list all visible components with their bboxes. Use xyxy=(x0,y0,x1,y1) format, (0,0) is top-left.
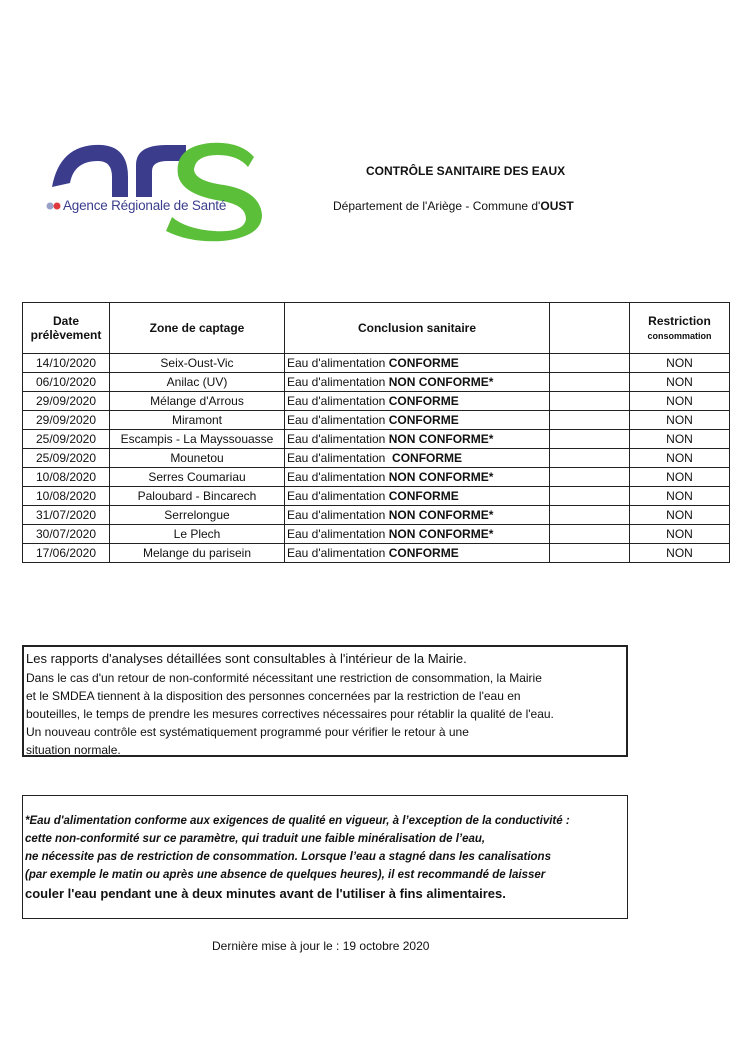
cell-zone: Miramont xyxy=(110,411,285,430)
cell-empty xyxy=(550,449,630,468)
cell-zone: Mélange d'Arrous xyxy=(110,392,285,411)
logo-letter-a xyxy=(52,145,128,197)
table-row xyxy=(23,354,730,373)
cell-empty xyxy=(550,544,630,563)
conclusion-status: CONFORME xyxy=(388,413,459,427)
header-empty xyxy=(550,303,630,354)
conclusion-status: NON CONFORME* xyxy=(388,470,494,484)
conclusion-prefix: Eau d'alimentation xyxy=(287,546,389,560)
cell-restriction: NON xyxy=(630,411,730,430)
note-line: (par exemple le matin ou après une absence de quelques heures), il est recommandé de laisser xyxy=(25,869,546,881)
cell-empty xyxy=(550,468,630,487)
cell-conclusion xyxy=(285,411,550,430)
cell-restriction: NON xyxy=(630,468,730,487)
cell-zone: Serrelongue xyxy=(110,506,285,525)
cell-conclusion xyxy=(285,506,550,525)
cell-restriction: NON xyxy=(630,506,730,525)
cell-conclusion xyxy=(285,468,550,487)
conclusion-prefix: Eau d'alimentation xyxy=(287,527,389,541)
cell-restriction: NON xyxy=(630,373,730,392)
info-line: Un nouveau contrôle est systématiquement programmé pour vérifier le retour à une xyxy=(26,725,469,739)
cell-empty xyxy=(550,411,630,430)
header-restriction: Restriction consommation xyxy=(630,303,730,354)
cell-zone: Anilac (UV) xyxy=(110,373,285,392)
conductivity-note-box xyxy=(22,795,628,919)
table-row xyxy=(23,449,730,468)
conclusion-prefix: Eau d'alimentation xyxy=(287,508,389,522)
cell-zone: Paloubard - Bincarech xyxy=(110,487,285,506)
cell-empty xyxy=(550,487,630,506)
cell-date: 29/09/2020 xyxy=(23,392,110,411)
cell-conclusion xyxy=(285,544,550,563)
cell-empty xyxy=(550,373,630,392)
cell-conclusion xyxy=(285,392,550,411)
cell-restriction: NON xyxy=(630,449,730,468)
subtitle-prefix: Département de l'Ariège - Commune d' xyxy=(333,199,541,213)
info-line: bouteilles, le temps de prendre les mesures correctives nécessaires pour rétablir la qualité de l'eau. xyxy=(26,707,554,721)
conclusion-prefix: Eau d'alimentation xyxy=(287,432,389,446)
conclusion-status: CONFORME xyxy=(388,356,459,370)
info-box xyxy=(22,645,628,757)
cell-zone: Serres Coumariau xyxy=(110,468,285,487)
cell-date: 25/09/2020 xyxy=(23,430,110,449)
cell-zone: Mounetou xyxy=(110,449,285,468)
note-line: *Eau d'alimentation conforme aux exigences de qualité en vigueur, à l’exception de la conductivité : xyxy=(25,815,570,827)
conclusion-prefix: Eau d'alimentation xyxy=(287,451,393,465)
table-header-row xyxy=(23,303,730,354)
table-row xyxy=(23,544,730,563)
logo-agency-name: Agence Régionale de Santé xyxy=(63,198,227,213)
commune-name: OUST xyxy=(540,199,574,213)
cell-date: 10/08/2020 xyxy=(23,487,110,506)
table-row xyxy=(23,373,730,392)
document-title: CONTRÔLE SANITAIRE DES EAUX xyxy=(366,164,566,178)
conclusion-status: CONFORME xyxy=(388,394,459,408)
note-line: cette non-conformité sur ce paramètre, qui traduit une faible minéralisation de l’eau, xyxy=(25,833,486,845)
cell-conclusion xyxy=(285,430,550,449)
table-row xyxy=(23,525,730,544)
info-line: situation normale. xyxy=(26,743,121,757)
note-last-line: couler l'eau pendant une à deux minutes avant de l'utiliser à fins alimentaires. xyxy=(25,886,506,901)
cell-conclusion xyxy=(285,354,550,373)
cell-empty xyxy=(550,506,630,525)
logo-dots-icon xyxy=(46,201,62,211)
cell-restriction: NON xyxy=(630,430,730,449)
info-first-line: Les rapports d'analyses détaillées sont consultables à l'intérieur de la Mairie. xyxy=(26,651,467,666)
table-row xyxy=(23,411,730,430)
conclusion-prefix: Eau d'alimentation xyxy=(287,413,389,427)
cell-empty xyxy=(550,430,630,449)
table-row xyxy=(23,487,730,506)
cell-conclusion xyxy=(285,373,550,392)
header-zone: Zone de captage xyxy=(110,303,285,354)
cell-restriction: NON xyxy=(630,544,730,563)
table-row xyxy=(23,392,730,411)
info-line: et le SMDEA tiennent à la disposition des personnes concernées par la restriction de l'eau en xyxy=(26,689,521,703)
cell-date: 14/10/2020 xyxy=(23,354,110,373)
conclusion-status: CONFORME xyxy=(388,546,459,560)
conclusion-status: NON CONFORME* xyxy=(388,432,494,446)
ars-logo xyxy=(40,135,280,245)
conclusion-prefix: Eau d'alimentation xyxy=(287,489,389,503)
cell-date: 10/08/2020 xyxy=(23,468,110,487)
conclusion-prefix: Eau d'alimentation xyxy=(287,356,389,370)
conclusion-prefix: Eau d'alimentation xyxy=(287,470,389,484)
cell-date: 25/09/2020 xyxy=(23,449,110,468)
conclusion-status: CONFORME xyxy=(388,489,459,503)
cell-date: 31/07/2020 xyxy=(23,506,110,525)
cell-zone: Seix-Oust-Vic xyxy=(110,354,285,373)
cell-date: 30/07/2020 xyxy=(23,525,110,544)
cell-zone: Escampis - La Mayssouasse xyxy=(110,430,285,449)
cell-restriction: NON xyxy=(630,525,730,544)
header-date: Date prélèvement xyxy=(23,303,110,354)
header-conclusion: Conclusion sanitaire xyxy=(285,303,550,354)
cell-empty xyxy=(550,354,630,373)
results-table xyxy=(22,302,730,563)
table-row xyxy=(23,430,730,449)
last-update: Dernière mise à jour le : 19 octobre 2020 xyxy=(212,939,430,953)
conclusion-status: NON CONFORME* xyxy=(388,508,494,522)
conclusion-status: NON CONFORME* xyxy=(388,527,494,541)
cell-conclusion xyxy=(285,525,550,544)
document-subtitle xyxy=(333,199,574,213)
cell-empty xyxy=(550,525,630,544)
cell-conclusion xyxy=(285,487,550,506)
cell-conclusion xyxy=(285,449,550,468)
cell-zone: Melange du parisein xyxy=(110,544,285,563)
cell-restriction: NON xyxy=(630,354,730,373)
cell-restriction: NON xyxy=(630,487,730,506)
info-line: Dans le cas d'un retour de non-conformité nécessitant une restriction de consommation, la Mairie xyxy=(26,671,542,685)
cell-date: 17/06/2020 xyxy=(23,544,110,563)
cell-restriction: NON xyxy=(630,392,730,411)
cell-zone: Le Plech xyxy=(110,525,285,544)
conclusion-prefix: Eau d'alimentation xyxy=(287,394,389,408)
cell-empty xyxy=(550,392,630,411)
table-row xyxy=(23,506,730,525)
note-line: ne nécessite pas de restriction de consommation. Lorsque l’eau a stagné dans les canalisations xyxy=(25,851,551,863)
conclusion-status: NON CONFORME* xyxy=(388,375,494,389)
cell-date: 06/10/2020 xyxy=(23,373,110,392)
conclusion-status: CONFORME xyxy=(392,451,463,465)
info-body xyxy=(26,669,626,759)
cell-date: 29/09/2020 xyxy=(23,411,110,430)
conclusion-prefix: Eau d'alimentation xyxy=(287,375,389,389)
table-row xyxy=(23,468,730,487)
